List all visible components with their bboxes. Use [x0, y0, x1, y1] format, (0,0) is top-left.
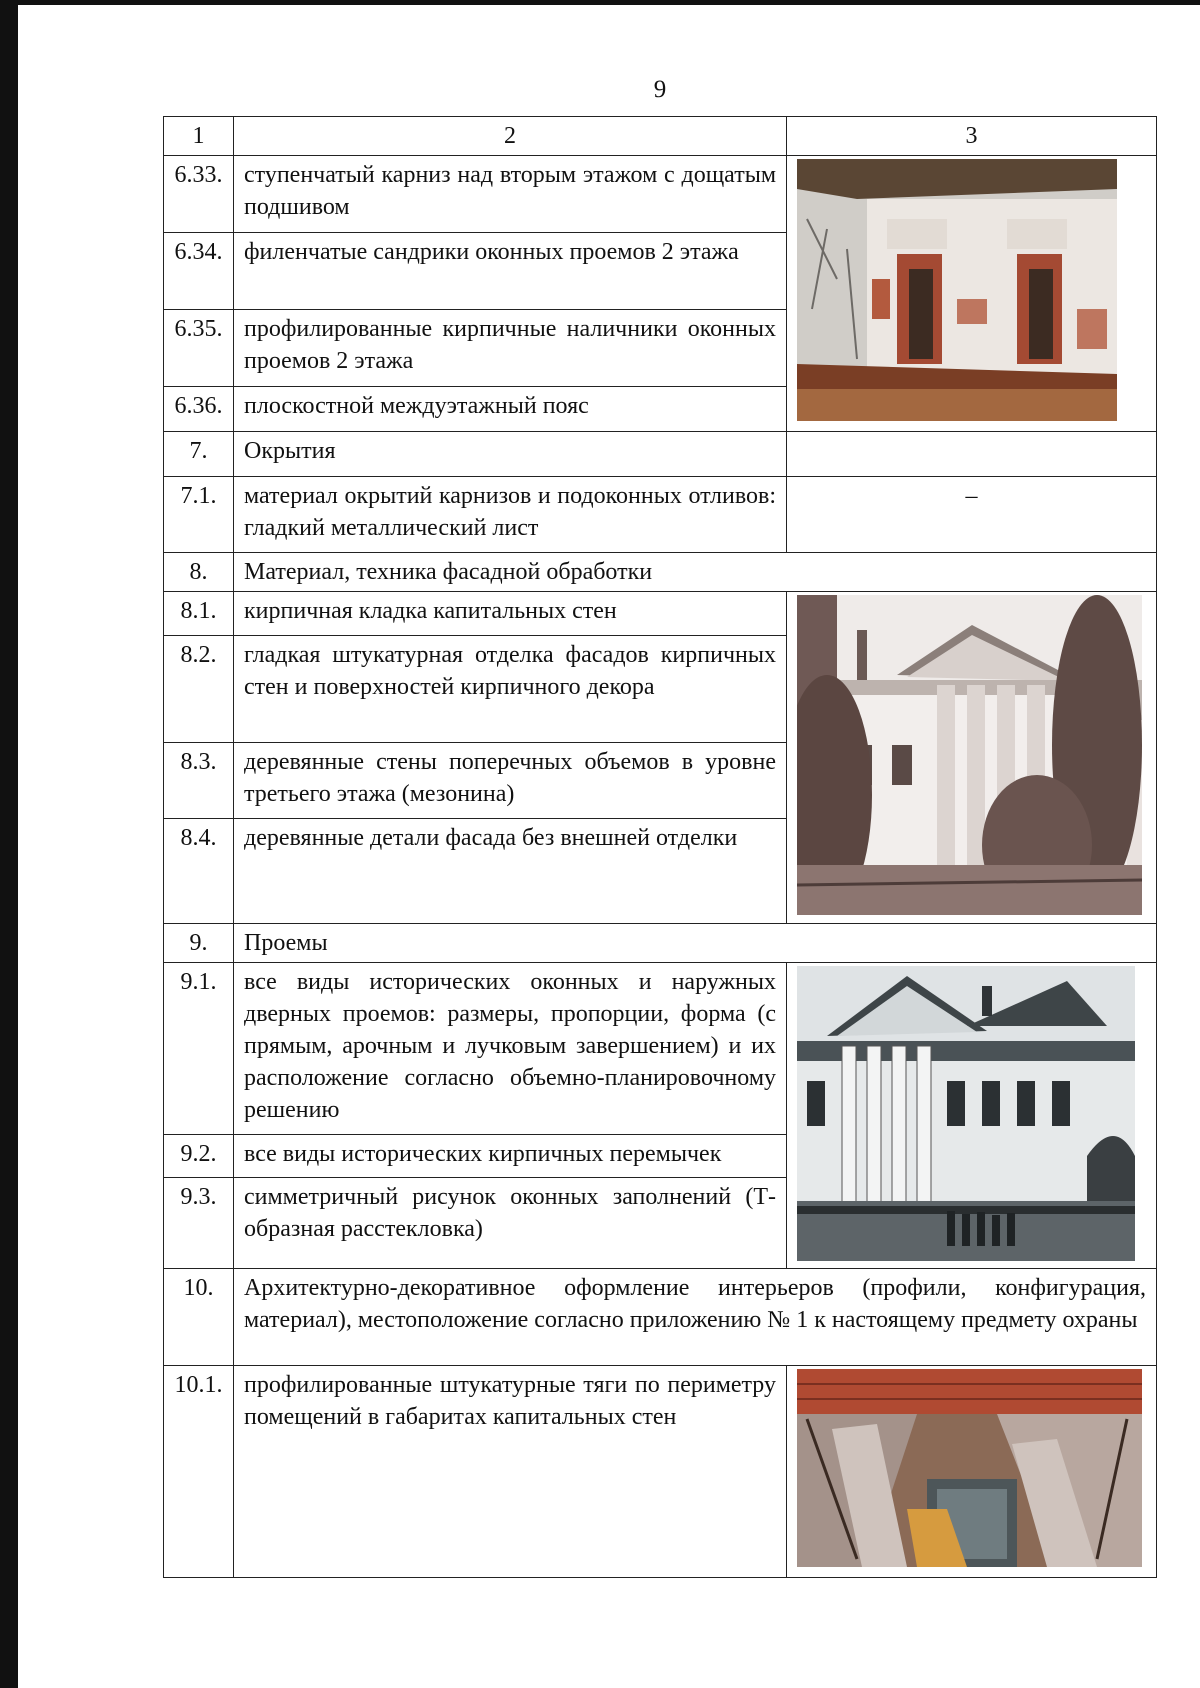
photo-cell-interior: [787, 1366, 1157, 1578]
row-text: кирпичная кладка капитальных стен: [234, 592, 787, 636]
row-number: 9.1.: [164, 963, 234, 1135]
row-text: деревянные стены поперечных объемов в уровне третьего этажа (мезонина): [234, 743, 787, 819]
row-number: 6.33.: [164, 156, 234, 233]
row-text: профилированные штукатурные тяги по периметру помещений в габаритах капитальных стен: [234, 1366, 787, 1578]
row-number: 8.4.: [164, 819, 234, 924]
table-row: [164, 1269, 1157, 1366]
row-text: Материал, техника фасадной обработки: [234, 553, 1157, 592]
row-text: Проемы: [234, 924, 1157, 963]
row-number: 6.36.: [164, 387, 234, 432]
row-number: 7.1.: [164, 477, 234, 553]
table-row: [164, 477, 1157, 553]
row-text: гладкая штукатурная отделка фасадов кирпичных стен и поверхностей кирпичного декора: [234, 636, 787, 743]
row-number: 8.: [164, 553, 234, 592]
photo-cell-historic-house: [787, 963, 1157, 1269]
row-number: 10.1.: [164, 1366, 234, 1578]
table-row: [164, 592, 1157, 636]
row-text: профилированные кирпичные наличники оконных проемов 2 этажа: [234, 310, 787, 387]
table-row: [164, 432, 1157, 477]
protection-items-table: [163, 116, 1157, 1578]
table-header-row: [164, 117, 1157, 156]
table-row: [164, 924, 1157, 963]
row-text: симметричный рисунок оконных заполнений (Т- образная расстекловка): [234, 1178, 787, 1269]
row-number: 9.3.: [164, 1178, 234, 1269]
row-text: материал окрытий карнизов и подоконных отливов: гладкий металлический лист: [234, 477, 787, 553]
scan-edge-top: [0, 0, 1200, 5]
row-number: 8.2.: [164, 636, 234, 743]
column-header-2: 2: [234, 117, 787, 156]
page-number: 9: [653, 76, 667, 103]
table-row: [164, 553, 1157, 592]
row-text: деревянные детали фасада без внешней отделки: [234, 819, 787, 924]
row-number: 7.: [164, 432, 234, 477]
column-header-3: 3: [787, 117, 1157, 156]
row-number: 6.35.: [164, 310, 234, 387]
row-number: 10.: [164, 1269, 234, 1366]
historic-house-photo: [797, 966, 1146, 1261]
row-text: Окрытия: [234, 432, 787, 477]
house-facade-photo: [797, 595, 1146, 915]
row-number: 9.: [164, 924, 234, 963]
row-text: филенчатые сандрики оконных проемов 2 этажа: [234, 233, 787, 310]
row-number: 9.2.: [164, 1135, 234, 1178]
row-number: 6.34.: [164, 233, 234, 310]
table-row: [164, 1366, 1157, 1578]
row-text: ступенчатый карниз над вторым этажом с дощатым подшивом: [234, 156, 787, 233]
row-text: все виды исторических оконных и наружных дверных проемов: размеры, пропорции, форма (с прямым, арочным и лучковым завершением) и их расположение согласно объемно-планировочному решению: [234, 963, 787, 1135]
facade-cornice-photo: [797, 159, 1146, 421]
row-number: 8.1.: [164, 592, 234, 636]
table-row: [164, 156, 1157, 233]
row-text: Архитектурно-декоративное оформление интерьеров (профили, конфигурация, материал), местоположение согласно приложению № 1 к настоящему предмету охраны: [234, 1269, 1157, 1366]
dash-cell: –: [787, 477, 1157, 553]
photo-cell-facade-detail: [787, 156, 1157, 432]
row-text: все виды исторических кирпичных перемычек: [234, 1135, 787, 1178]
photo-cell-house-facade: [787, 592, 1157, 924]
row-number: 8.3.: [164, 743, 234, 819]
scan-edge-left: [0, 0, 18, 1688]
row-text: плоскостной междуэтажный пояс: [234, 387, 787, 432]
column-header-1: 1: [164, 117, 234, 156]
empty-cell: [787, 432, 1157, 477]
interior-ceiling-photo: [797, 1369, 1146, 1567]
table-row: [164, 963, 1157, 1135]
